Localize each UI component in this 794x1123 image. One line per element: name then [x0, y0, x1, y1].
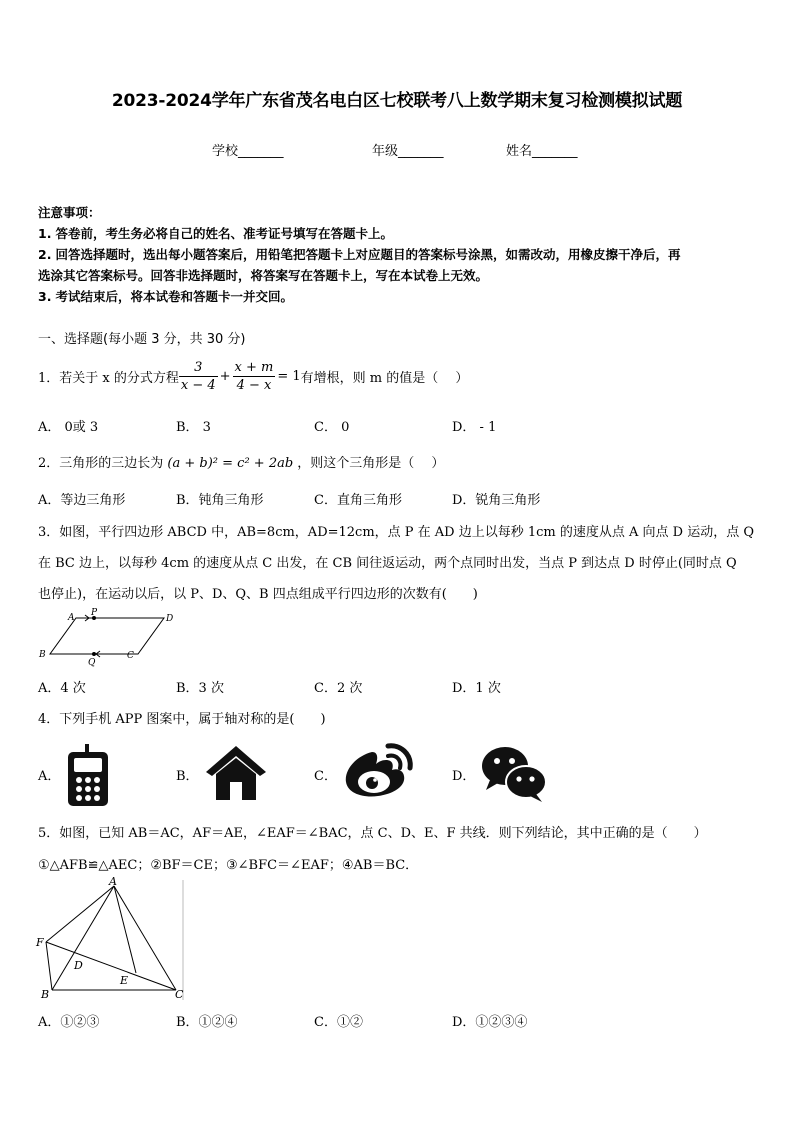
q1-option-d[interactable]: D． - 1	[452, 420, 497, 435]
q1-option-c[interactable]: C． 0	[314, 420, 350, 435]
name-field[interactable]: 姓名_______	[506, 144, 578, 159]
q5-label-a: A	[109, 876, 117, 888]
note-2-text-a: 回答选择题时，选出每小题答案后，用铅笔把答题卡上对应题目的答案标号涂黑，如需改动，用橡皮擦干净后，再	[55, 247, 681, 262]
note-2-text-b: 选涂其它答案标号。回答非选择题时，将答案写在答题卡上，写在本试卷上无效。	[38, 268, 489, 283]
q1-fraction-2	[233, 359, 276, 394]
q3-option-c[interactable]: C．2 次	[314, 681, 363, 696]
q5-line-1: 5．如图，已知 AB＝AC，AF＝AE，∠EAF＝∠BAC，点 C、D、E、F 共线．则下列结论，其中正确的是（ ）	[38, 826, 707, 841]
note-2-number: 2.	[38, 247, 52, 262]
q3-label-a: A	[68, 613, 75, 623]
q4-option-c[interactable]: C．	[314, 769, 337, 784]
q4-option-b[interactable]: B．	[176, 769, 199, 784]
q3-parallelogram-figure	[36, 608, 186, 668]
school-field[interactable]: 学校_______	[212, 144, 284, 159]
q4-option-d[interactable]: D．	[452, 769, 476, 784]
q1-equals: = 1	[277, 368, 301, 384]
q3-parallelogram	[50, 618, 164, 654]
q3-label-q: Q	[88, 658, 96, 668]
q3-option-b[interactable]: B．3 次	[176, 681, 224, 696]
q2-prefix: 2．三角形的三边长为	[38, 456, 164, 471]
q3-line-1: 3．如图，平行四边形 ABCD 中，AB=8cm，AD=12cm，点 P 在 AD 边上以每秒 1cm 的速度从点 A 向点 D 运动，点 Q	[38, 525, 755, 540]
note-3-number: 3.	[38, 289, 52, 304]
q5-label-f: F	[36, 936, 44, 949]
q1-prefix: 1．若关于 x 的分式方程	[38, 370, 179, 386]
q2-formula: (a + b)² = c² + 2ab	[167, 456, 294, 471]
notes-heading: 注意事项：	[38, 205, 101, 220]
q4-option-a[interactable]: A．	[38, 769, 61, 784]
exam-title: 2023-2024学年广东省茂名电白区七校联考八上数学期末复习检测模拟试题	[111, 91, 683, 111]
question-4-stem: 4．下列手机 APP 图案中，属于轴对称的是( )	[38, 712, 326, 727]
q5-label-b: B	[41, 988, 50, 1001]
q1-frac1-denominator: x − 4	[180, 377, 216, 393]
q3-label-p: P	[91, 608, 98, 618]
q5-label-d: D	[74, 959, 83, 972]
q1-fraction-1	[179, 359, 218, 394]
q2-option-b[interactable]: B．钝角三角形	[176, 493, 264, 508]
q2-suffix: ，则这个三角形是（ ）	[297, 456, 445, 471]
q2-option-d[interactable]: D．锐角三角形	[452, 493, 541, 508]
q1-plus: +	[219, 368, 231, 384]
note-1	[38, 224, 393, 242]
q5-option-d[interactable]: D．①②③④	[452, 1015, 528, 1030]
mobile-phone-icon	[66, 744, 110, 806]
grade-field[interactable]: 年级_______	[372, 144, 444, 159]
question-2-stem	[38, 452, 444, 471]
q1-frac2-denominator: 4 − x	[236, 377, 272, 393]
q2-option-c[interactable]: C．直角三角形	[314, 493, 402, 508]
note-3-text: 考试结束后，将本试卷和答题卡一并交回。	[55, 289, 293, 304]
q1-option-b[interactable]: B． 3	[176, 420, 211, 435]
q5-option-b[interactable]: B．①②④	[176, 1015, 238, 1030]
q2-option-a[interactable]: A．等边三角形	[38, 493, 126, 508]
q3-point-q	[92, 652, 96, 656]
q3-option-a[interactable]: A．4 次	[38, 681, 86, 696]
q3-label-d: D	[166, 614, 174, 624]
weibo-icon	[342, 738, 416, 800]
note-2	[38, 245, 680, 263]
note-1-number: 1.	[38, 226, 52, 241]
q5-option-c[interactable]: C．①②	[314, 1015, 363, 1030]
q5-option-a[interactable]: A．①②③	[38, 1015, 100, 1030]
q3-label-c: C	[127, 651, 134, 661]
note-3	[38, 287, 293, 305]
question-1-stem	[38, 356, 468, 396]
q1-option-a[interactable]: A． 0或 3	[38, 420, 99, 435]
note-1-text: 答卷前，考生务必将自己的姓名、准考证号填写在答题卡上。	[55, 226, 393, 241]
q5-label-e: E	[120, 974, 129, 987]
q3-line-3: 也停止)，在运动以后，以 P、D、Q、B 四点组成平行四边形的次数有( )	[38, 587, 478, 602]
q3-label-b: B	[39, 650, 46, 660]
q3-option-d[interactable]: D．1 次	[452, 681, 501, 696]
q1-frac2-numerator: x + m	[234, 359, 274, 375]
q5-triangle-figure	[32, 876, 192, 1002]
q5-line-2: ①△AFB≌△AEC；②BF＝CE；③∠BFC＝∠EAF；④AB＝BC．	[38, 858, 419, 873]
q5-label-c: C	[175, 988, 184, 1001]
q1-suffix: 有增根，则 m 的值是（ ）	[300, 370, 469, 386]
wechat-icon	[480, 744, 548, 802]
house-icon	[204, 744, 268, 802]
q3-line-2: 在 BC 边上，以每秒 4cm 的速度从点 C 出发，在 CB 间往返运动，两个点同时出发，当点 P 到达点 D 时停止(同时点 Q	[38, 556, 737, 571]
q1-frac1-numerator: 3	[179, 359, 218, 377]
section-1-heading: 一、选择题(每小题 3 分，共 30 分)	[38, 332, 246, 347]
